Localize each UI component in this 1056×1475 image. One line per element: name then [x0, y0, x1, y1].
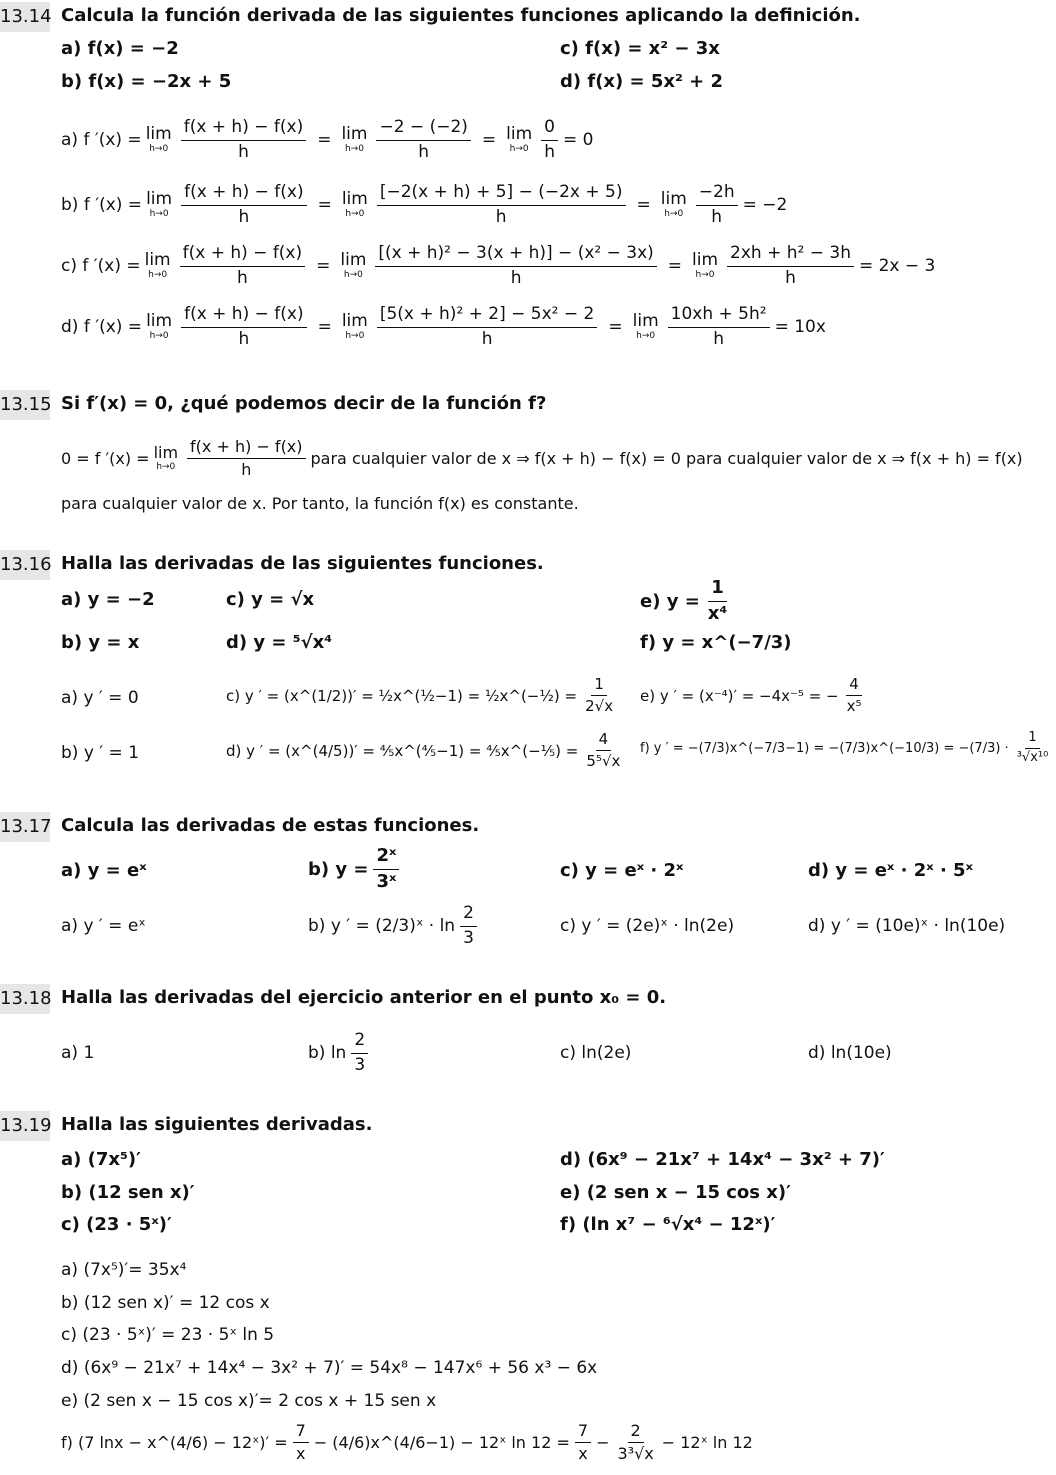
exercise-title: Halla las derivadas del ejercicio anterior en el punto x₀ = 0. [61, 987, 667, 1008]
statement-b: b) y = $\frac{\text{2ˣ}}{\text{3ˣ}}$ [308, 846, 404, 892]
solution-b: b) y ′ = (2/3)ˣ · ln $\frac{2}{3}$ [308, 904, 482, 948]
exercise-title: Si f′(x) = 0, ¿qué podemos decir de la función f? [61, 393, 547, 414]
solution-e: e) (2 sen x − 15 cos x)′= 2 cos x + 15 sen x [61, 1391, 437, 1411]
solution-b: b) f ′(x) = lim h→0 $\frac{f(x + h) - f(x)}{h}$ = lim h→0 $\frac{[-2(x + h) + 5] - (-2x + 5)}{h}$ = lim h→0 $\frac{-2h}{h}$ = −2 [61, 182, 788, 227]
statement-e: e) (2 sen x − 15 cos x)′ [560, 1182, 791, 1203]
statement-e: e) y = $\frac{1}{\text{x⁴}}$ [640, 577, 728, 624]
exercise-title: Calcula las derivadas de estas funciones. [61, 815, 480, 836]
solution-f: f) (7 lnx − x^(4/6) − 12ˣ)′ = $\frac{7}{x}$ − (4/6)x^(4/6−1) − 12ˣ ln 12 = $\frac{7}{x}$ − $\frac{2}{\text{3³√x}}$ − 12ˣ ln 12 [61, 1421, 753, 1464]
solution-c: c) f ′(x) = lim h→0 $\frac{f(x + h) - f(x)}{h}$ = lim h→0 $\frac{\text{[(x + h)² − 3(x + h)] − (x² − 3x)}}{h}$ = lim h→0 $\frac{\text{2xh + h² − 3h}}{h}$ = 2x − 3 [61, 243, 936, 288]
statement-c: c) f(x) = x² − 3x [560, 38, 720, 59]
solution-a: a) (7x⁵)′= 35x⁴ [61, 1260, 187, 1280]
statement-d: d) (6x⁹ − 21x⁷ + 14x⁴ − 3x² + 7)′ [560, 1149, 885, 1170]
solution-d: d) y ′ = (10e)ˣ · ln(10e) [808, 916, 1006, 936]
solution-c: c) (23 · 5ˣ)′ = 23 · 5ˣ ln 5 [61, 1325, 275, 1345]
statement-c: c) y = eˣ · 2ˣ [560, 860, 684, 881]
solution-d: d) y ′ = (x^(4/5))′ = ⅘x^(⅘−1) = ⅘x^(−⅕) = $\frac{4}{\text{5⁵√x}}$ [226, 730, 621, 771]
solution-c: c) y ′ = (2e)ˣ · ln(2e) [560, 916, 735, 936]
solution-line-2: para cualquier valor de x. Por tanto, la función f(x) es constante. [61, 494, 579, 513]
statement-b: b) f(x) = −2x + 5 [61, 71, 232, 92]
statement-a: a) (7x⁵)′ [61, 1149, 141, 1170]
exercise-number: 13.18 [0, 984, 50, 1014]
statement-a: a) y = eˣ [61, 860, 147, 881]
exercise-number: 13.15 [0, 390, 50, 420]
statement-d: d) y = eˣ · 2ˣ · 5ˣ [808, 860, 974, 881]
statement-b: b) (12 sen x)′ [61, 1182, 195, 1203]
solution-a: a) y ′ = 0 [61, 688, 139, 708]
solution-b: b) y ′ = 1 [61, 743, 140, 763]
solution-d: d) (6x⁹ − 21x⁷ + 14x⁴ − 3x² + 7)′ = 54x⁸ − 147x⁶ + 56 x³ − 6x [61, 1358, 598, 1378]
exercise-number: 13.14 [0, 2, 50, 32]
solution-c: c) ln(2e) [560, 1043, 632, 1063]
solution-d: d) f ′(x) = lim h→0 $\frac{f(x + h) - f(x)}{h}$ = lim h→0 $\frac{\text{[5(x + h)² + 2] − 5x² − 2}}{h}$ = lim h→0 $\frac{\text{10xh + 5h²}}{h}$ = 10x [61, 304, 826, 349]
statement-a: a) f(x) = −2 [61, 38, 179, 59]
exercise-title: Calcula la función derivada de las siguientes funciones aplicando la definición. [61, 5, 861, 26]
statement-a: a) y = −2 [61, 589, 155, 610]
solution-a: a) 1 [61, 1043, 95, 1063]
solution-b: b) ln $\frac{2}{3}$ [308, 1031, 373, 1075]
statement-f: f) y = x^(−7/3) [640, 632, 792, 653]
solution-c: c) y ′ = (x^(1/2))′ = ½x^(½−1) = ½x^(−½) = $\frac{1}{2√x}$ [226, 675, 614, 716]
solution-line-1: 0 = f ′(x) = lim h→0 $\frac{f(x + h) - f(x)}{h}$ para cualquier valor de x ⇒ f(x + h) − f(x) = 0 para cualquier valor de x ⇒ f(x + h) = f(x) [61, 437, 1023, 480]
statement-b: b) y = x [61, 632, 140, 653]
exercise-number: 13.16 [0, 550, 50, 580]
solution-f: f) y ′ = −(7/3)x^(−7/3−1) = −(7/3)x^(−10/3) = −(7/3) · $\frac{1}{\text{³√x¹⁰}}$ [640, 730, 1049, 765]
exercise-number: 13.17 [0, 812, 50, 842]
solution-a: a) f ′(x) = lim h→0 $\frac{f(x + h) - f(x)}{h}$ = lim h→0 $\frac{-2 - (-2)}{h}$ = lim h→0 $\frac{0}{h}$ = 0 [61, 117, 594, 162]
solution-d: d) ln(10e) [808, 1043, 892, 1063]
solution-a: a) y ′ = eˣ [61, 916, 146, 936]
solution-e: e) y ′ = (x⁻⁴)′ = −4x⁻⁵ = − $\frac{4}{\text{x⁵}}$ [640, 675, 862, 716]
solution-b: b) (12 sen x)′ = 12 cos x [61, 1293, 270, 1313]
exercise-number: 13.19 [0, 1111, 50, 1141]
exercise-title: Halla las derivadas de las siguientes funciones. [61, 553, 544, 574]
statement-c: c) (23 · 5ˣ)′ [61, 1214, 172, 1235]
exercise-title: Halla las siguientes derivadas. [61, 1114, 373, 1135]
limit: lim h→0 [145, 124, 172, 155]
statement-c: c) y = √x [226, 589, 315, 610]
statement-f: f) (ln x⁷ − ⁶√x⁴ − 12ˣ)′ [560, 1214, 776, 1235]
statement-d: d) y = ⁵√x⁴ [226, 632, 333, 653]
statement-d: d) f(x) = 5x² + 2 [560, 71, 724, 92]
